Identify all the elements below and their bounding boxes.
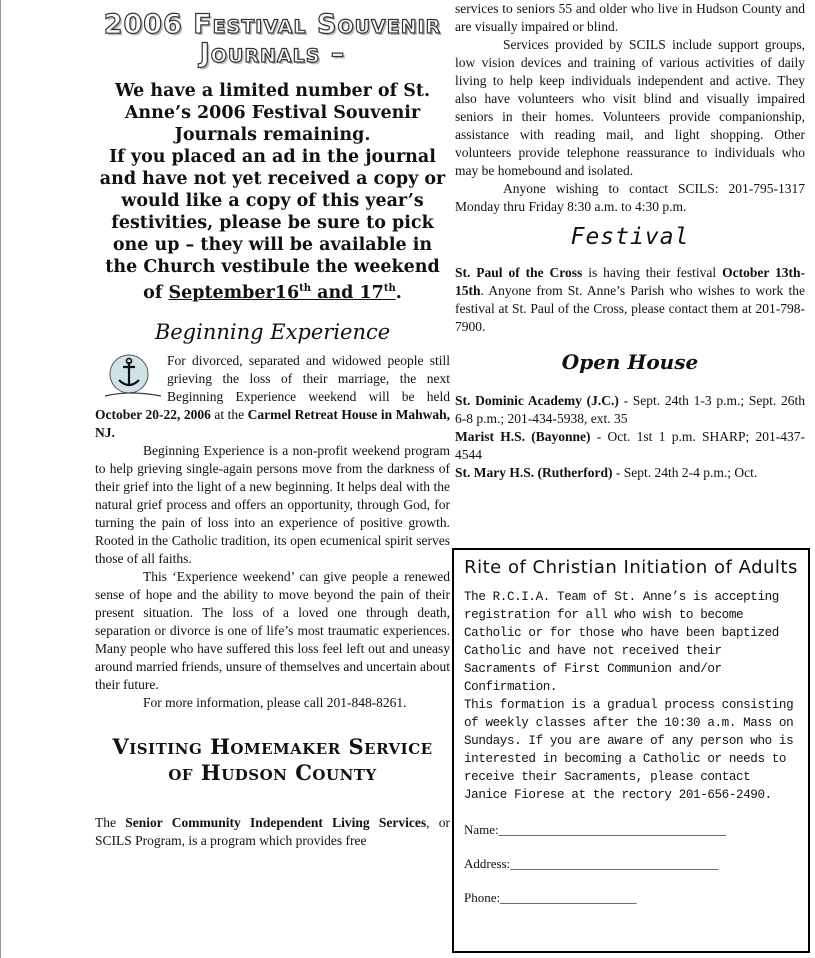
beginning-p1d: Carmel Retreat House in Mahwah, NJ. [95,406,450,440]
date-a: September16 [168,282,300,303]
beginning-body [95,352,450,712]
openhouse-item-detail: - Oct. 1st 1 p.m. SHARP; 201-437-4544 [455,429,805,462]
right-column [455,0,805,482]
souvenir-heading: 2006 Festival Souvenir Journals – [103,9,442,69]
festival-heading: Festival [570,224,690,250]
homemaker-p1 [95,814,450,850]
festival-p1 [455,264,805,336]
souvenir-p2-text: If you placed an ad in the journal and have not yet received a copy or would like a copy of this year’s festivities, please be sure to pick one up – they will be available in the Church vestibule the weekend of [99,147,446,303]
homemaker-p3: Anyone wishing to contact SCILS: 201-795-1317 Monday thru Friday 8:30 a.m. to 4:30 p.m. [455,181,805,214]
souvenir-p1: We have a limited number of St. Anne’s 2006 Festival Souvenir Journals remaining. [114,81,431,145]
homemaker-p1b: Senior Community Independent Living Services [125,814,427,830]
beginning-p2: Beginning Experience is a non-profit weekend program to help grieving single-again persons move from the darkness of their grief into the light of a new beginning. It helps deal with the natural grief process and offers an opportunity, through God, for turning the pain of loss into an experience of positive growth. Rooted in the Catholic tradition, its open ecumenical spirit serves those of all faiths. [95,442,450,566]
rcia-title: Rite of Christian Initiation of Adults [464,557,798,578]
homemaker-p2: Services provided by SCILS include support groups, low vision devices and training of various activities of daily living to help keep individuals independent and active. They also have volunteers who visit blind and visually impaired seniors in their homes. Volunteers provide companionship, assistance with reading mail, and light shopping. Other volunteers provide telephone reassurance to individuals who may be homebound and isolated. [455,37,805,178]
rcia-name-field[interactable]: Name:___________________________________ [464,822,727,837]
openhouse-list [455,392,805,482]
openhouse-item-name: Marist H.S. (Bayonne) [455,429,591,444]
rcia-p2: This formation is a gradual process consisting of weekly classes after the 10:30 a.m. Mass on Sundays. If you are aware of any person who is interested in becoming a Catholic or needs to receive their Sacraments, please contact Janice Fiorese at the rectory 201-656-2490. [464,698,794,802]
rcia-text [464,588,798,804]
page-edge [0,0,1,958]
openhouse-item-detail: - Sept. 24th 1-3 p.m.; Sept. 26th 6-8 p.m.; 201-434-5938, ext. 35 [455,393,805,426]
openhouse-item [455,464,805,482]
beginning-heading: Beginning Experience [154,319,391,344]
beginning-p4: For more information, please call 201-848-8261. [143,694,407,710]
openhouse-item [455,428,805,464]
openhouse-heading: Open House [561,350,699,374]
festival-p1b: is having their festival [582,265,723,280]
festival-p1a: St. Paul of the Cross [455,265,583,280]
beginning-p1b: October 20-22, 2006 [95,406,211,422]
festival-p1c: October 13th-15th [455,265,805,298]
beginning-p1a: For divorced, separated and widowed people still grieving the loss of their marriage, the next Beginning Experience weekend will be held [167,352,450,404]
homemaker-heading-2: of Hudson County [168,759,377,785]
beginning-p3: This ‘Experience weekend’ can give people a renewed sense of hope and the ability to move beyond the pain of their present situation. The loss of a loved one through death, separation or divorce is one of life’s most traumatic experiences. Many people who have suffered this loss feel left out and uneasy around married friends, unsure of themselves and uncertain about their future. [95,568,450,692]
rcia-phone-field[interactable]: Phone:_____________________ [464,890,637,905]
date-end: . [395,282,402,303]
rcia-p1: The R.C.I.A. Team of St. Anne’s is accepting registration for all who wish to become Catholic or for those who have been baptized Catholic and have not received their Sacraments of First Communion and/or Confirmation. [464,590,779,694]
souvenir-text [95,80,450,304]
souvenir-p2 [95,146,450,304]
rcia-box [452,548,810,953]
openhouse-item-name: St. Dominic Academy (J.C.) [455,393,619,408]
openhouse-item-name: St. Mary H.S. (Rutherford) [455,465,613,480]
homemaker-heading [95,734,450,786]
festival-p1d: . Anyone from St. Anne’s Parish who wishes to work the festival at St. Paul of the Cross, please contact them at 201-798-7900. [455,283,805,334]
homemaker-cont: services to seniors 55 and older who live in Hudson County and are visually impaired or blind. [455,1,805,34]
homemaker-heading-1: Visiting Homemaker Service [112,733,433,759]
rcia-address-field[interactable]: Address:________________________________ [464,856,719,871]
sup-a: th [299,283,312,294]
beginning-p1c: at the [210,406,248,422]
anchor-icon [103,354,163,400]
date-mid: and 17 [311,282,384,303]
homemaker-p1c: , or SCILS Program, is a program which provides free [95,814,450,848]
openhouse-item [455,392,805,428]
left-column [95,10,450,850]
sup-b: th [383,283,396,294]
souvenir-date [168,283,395,303]
homemaker-p1a: The [95,814,126,830]
openhouse-item-detail: - Sept. 24th 2-4 p.m.; Oct. [612,465,758,480]
